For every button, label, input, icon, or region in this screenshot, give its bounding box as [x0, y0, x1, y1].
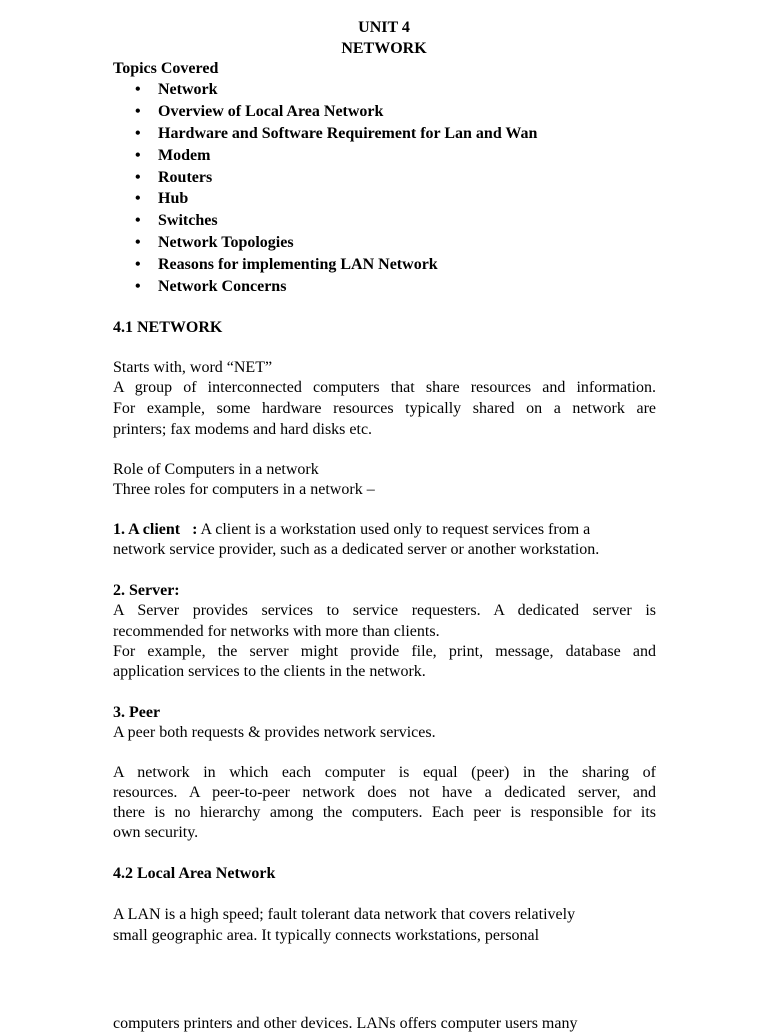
bullet-icon: •	[135, 256, 141, 274]
topic-item: • Routers	[135, 168, 213, 186]
server-label: 2. Server:	[113, 582, 180, 599]
body-text: own security.	[113, 824, 199, 841]
section-heading-4-2: 4.2 Local Area Network	[113, 865, 276, 882]
body-text: For example, the server might provide file, print, message, database and	[113, 643, 656, 660]
bullet-icon: •	[135, 168, 141, 186]
topic-item: • Network Topologies	[135, 234, 294, 252]
topic-item: • Network	[135, 81, 218, 98]
body-text: Starts with, word “NET”	[113, 359, 273, 376]
body-text: A peer both requests & provides network services.	[113, 724, 436, 741]
topic-item: • Hardware and Software Requirement for Lan and Wan	[135, 124, 538, 142]
bullet-icon: •	[135, 146, 141, 164]
body-text: A Server provides services to service requesters. A dedicated server is	[113, 602, 656, 619]
body-text: For example, some hardware resources typically shared on a network are	[113, 400, 656, 417]
body-text: A LAN is a high speed; fault tolerant data network that covers relatively	[113, 906, 576, 923]
topic-item: • Overview of Local Area Network	[135, 102, 384, 120]
roles-heading: Role of Computers in a network	[113, 461, 319, 478]
roles-intro: Three roles for computers in a network –	[113, 481, 375, 498]
body-text: small geographic area. It typically connects workstations, personal	[113, 927, 540, 944]
body-text: A network in which each computer is equal (peer) in the sharing of	[113, 764, 656, 781]
body-text: network service provider, such as a dedicated server or another workstation.	[113, 541, 600, 558]
topic-item: • Modem	[135, 146, 211, 164]
topics-heading: Topics Covered	[113, 60, 219, 77]
bullet-icon: •	[135, 81, 141, 98]
body-text: application services to the clients in the network.	[113, 663, 426, 680]
topics-list	[113, 80, 537, 299]
client-line	[113, 520, 656, 540]
body-text: printers; fax modems and hard disks etc.	[113, 421, 373, 438]
topic-item: • Switches	[135, 212, 218, 230]
client-label: 1. A client :	[113, 521, 198, 538]
bullet-icon: •	[135, 278, 141, 296]
topic-item: • Network Concerns	[135, 278, 287, 296]
body-text: recommended for networks with more than clients.	[113, 623, 440, 640]
bullet-icon: •	[135, 124, 141, 142]
bullet-icon: •	[135, 212, 141, 230]
section-heading-4-1: 4.1 NETWORK	[113, 319, 223, 336]
unit-title: NETWORK	[341, 40, 427, 57]
bullet-icon: •	[135, 190, 141, 208]
cut-off-text: computers printers and other devices. LANs offers computer users many	[113, 1015, 578, 1032]
body-text: A group of interconnected computers that share resources and information.	[113, 379, 656, 396]
body-text: there is no hierarchy among the computers. Each peer is responsible for its	[113, 804, 656, 821]
body-text: resources. A peer-to-peer network does not have a dedicated server, and	[113, 784, 656, 801]
peer-label: 3. Peer	[113, 704, 161, 721]
bullet-icon: •	[135, 102, 141, 120]
unit-number: UNIT 4	[358, 19, 410, 36]
bullet-icon: •	[135, 234, 141, 252]
topic-item: • Hub	[135, 190, 189, 208]
client-text: A client is a workstation used only to request services from a	[197, 521, 591, 538]
topic-item: • Reasons for implementing LAN Network	[135, 256, 438, 274]
